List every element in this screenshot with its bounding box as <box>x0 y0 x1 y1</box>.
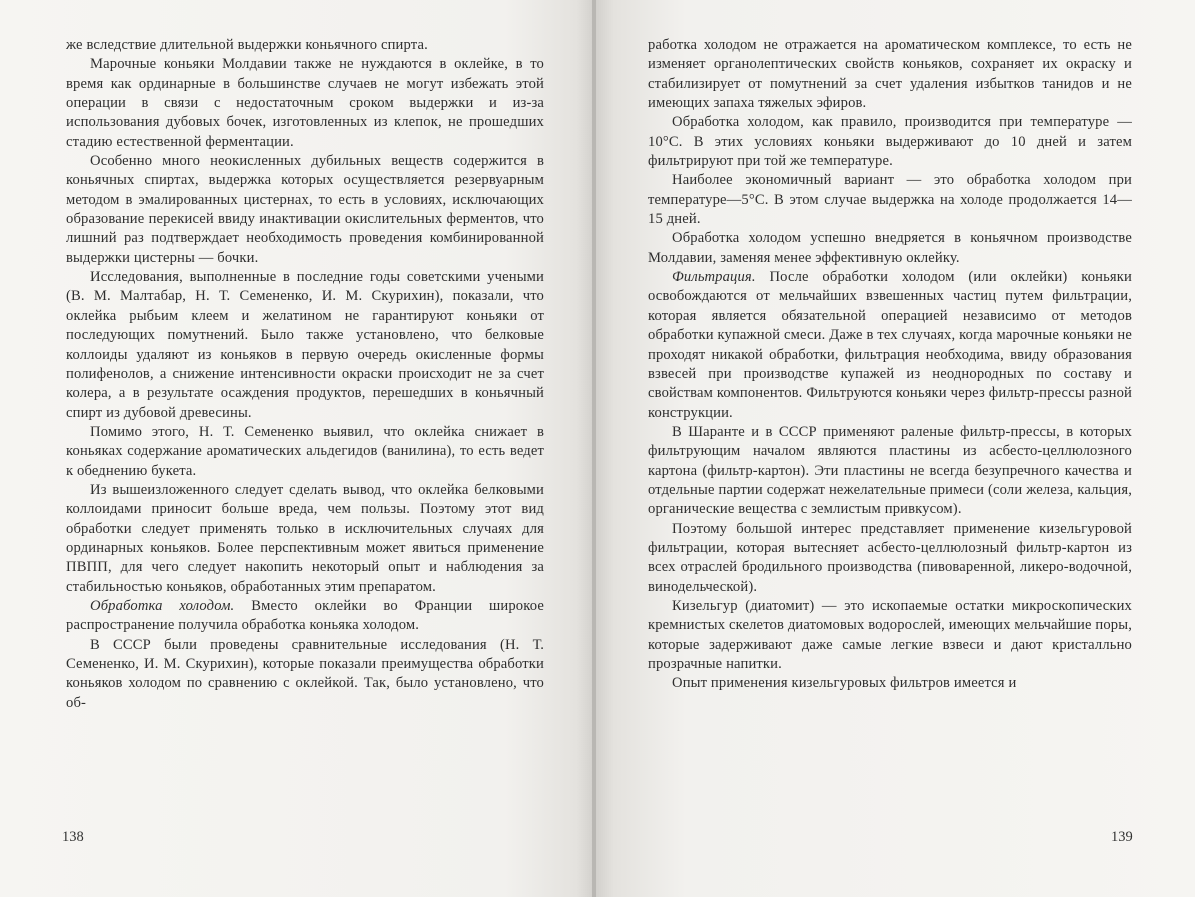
paragraph: Из вышеизложенного следует сделать вывод, что оклейка белковыми коллоидами приносит больше вреда, чем пользы. Поэтому этот вид обработки следует применять только в исключительных случаях для ординарных коньяков. Более перспективным может явиться применение ПВПП, для чего следует накопить некоторый опыт и наблюдения за стабильностью коньяков, обработанных этим препаратом. <box>66 481 544 595</box>
paragraph: В Шаранте и в СССР применяют раленые фильтр-прессы, в которых фильтрующим началом являются пластины из асбесто-целлюлозного картона (фильтр-картон). Эти пластины не всегда безупречного качества и отдельные партии содержат нежелательные примеси (соли железа, кальция, органические вещества с землистым привкусом). <box>648 423 1132 518</box>
paragraph: Особенно много неокисленных дубильных веществ содержится в коньячных спиртах, выдержка которых осуществляется резервуарным методом в эмалированных цистернах, то есть в условиях, исключающих образование перекисей ввиду инактивации окислительных ферментов, что лишний раз подтверждает необходимость проведения комбинированной выдержки цистерны — бочки. <box>66 153 544 266</box>
right-page <box>596 0 1195 897</box>
paragraph: Обработка холодом успешно внедряется в коньячном производстве Молдавии, заменяя менее эффективную оклейку. <box>648 230 1132 266</box>
paragraph: Опыт применения кизельгуровых фильтров имеется и <box>672 675 1017 692</box>
paragraph: же вследствие длительной выдержки коньячного спирта. <box>66 37 428 53</box>
paragraph: Наиболее экономичный вариант — это обработка холодом при температуре—5°С. В этом случае выдержка на холоде продолжается 14—15 дней. <box>648 172 1132 228</box>
paragraph: Поэтому большой интерес представляет применение кизельгуровой фильтрации, которая вытесняет асбесто-целлюлозный фильтр-картон из всех отраслей бродильного производства (пивоваренной, ликеро-водочной, винодельческой). <box>648 520 1132 595</box>
paragraph-body: Вместо оклейки во Франции широкое распространение получила обработка коньяка холодом. <box>66 597 544 634</box>
paragraph: Марочные коньяки Молдавии также не нуждаются в оклейке, в то время как ординарные в большинстве случаев не могут избежать этой операции в связи с недостаточным сроком выдержки и из-за использования дубовых бочек, изготовленных из клепок, не прошедших стадию естественной ферментации. <box>66 56 544 150</box>
paragraph: В СССР были проведены сравнительные исследования (Н. Т. Семененко, И. М. Скурихин), которые показали преимущества обработки коньяков холодом по сравнению с оклейкой. Так, было установлено, что об- <box>66 636 544 711</box>
section-heading-cold-treatment: Обработка холодом. <box>90 597 235 614</box>
section-heading-filtration: Фильтрация. <box>672 269 756 286</box>
paragraph-cold-treatment <box>66 597 544 636</box>
paragraph: работка холодом не отражается на ароматическом комплексе, то есть не изменяет органолептических свойств коньяков, сохраняет их окраску и стабилизирует от помутнений за счет удаления избытков танидов и не имеющих запаха тяжелых эфиров. <box>648 37 1132 112</box>
left-page <box>0 0 594 897</box>
page-number: 139 <box>1111 829 1133 845</box>
paragraph: Обработка холодом, как правило, производится при температуре —10°С. В этих условиях коньяки выдерживают до 10 дней и затем фильтрируют при той же температуре. <box>648 114 1132 170</box>
paragraph: Помимо этого, Н. Т. Семененко выявил, что оклейка снижает в коньяках содержание ароматических альдегидов (ванилина), то есть ведет к обеднению букета. <box>66 423 544 479</box>
paragraph-filtration <box>648 268 1132 423</box>
paragraph-body: После обработки холодом (или оклейки) коньяки освобождаются от мельчайших взвешенных частиц путем фильтрации, которая является обязательной операцией независимо от методов обработки купажной смеси. Даже в тех случаях, когда марочные коньяки не проходят никакой обработки, фильтрация необходима, ввиду образования взвесей при производстве купажей из неоднородных по составу и свойствам компонентов. Фильтруются коньяки через фильтр-прессы разной конструкции. <box>648 269 1132 421</box>
paragraph: Исследования, выполненные в последние годы советскими учеными (В. М. Малтабар, Н. Т. Семененко, И. М. Скурихин), показали, что оклейка рыбьим клеем и желатином не гарантируют коньяки от последующих помутнений. Было также установлено, что белковые коллоиды удаляют из коньяков в первую очередь окисленные формы полифенолов, а снижение интенсивности окраски происходит не за счет колера, а в результате осаждения продуктов, перешедших в коньячный спирт из дубовой древесины. <box>66 269 544 421</box>
left-page-text <box>66 36 544 713</box>
page-number: 138 <box>62 829 84 845</box>
right-page-text <box>648 36 1132 694</box>
paragraph: Кизельгур (диатомит) — это ископаемые остатки микроскопических кремнистых скелетов диатомовых водорослей, имеющих мельчайшие поры, которые задерживают даже самые легкие взвеси и дают кристалльно прозрачные напитки. <box>648 597 1132 672</box>
